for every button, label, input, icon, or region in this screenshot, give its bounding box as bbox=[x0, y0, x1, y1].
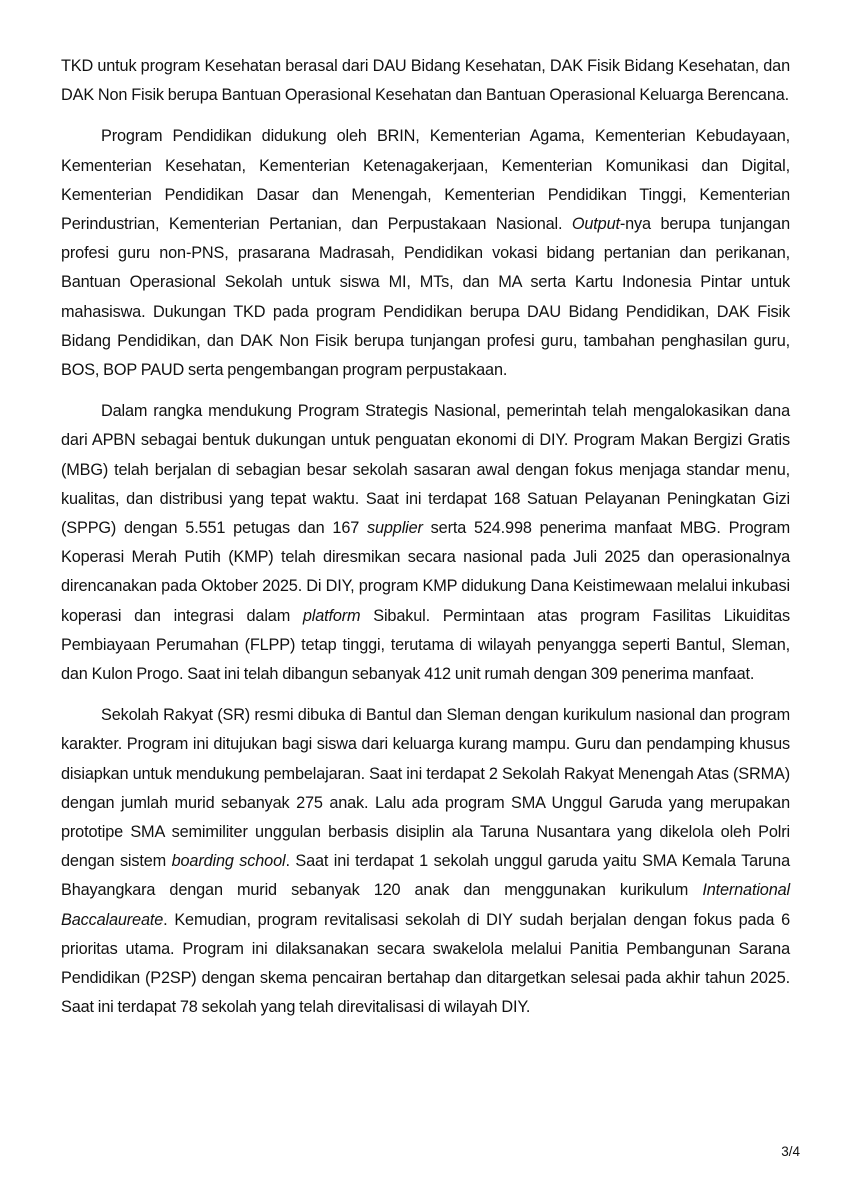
text-segment: . Kemudian, program revitalisasi sekolah di DIY sudah berjalan dengan fokus pada 6 prioritas utama. Program ini dilaksanakan secara swakelola melalui Panitia Pembangunan Sarana Pendidikan (P2SP) dengan skema pencairan bertahap dan ditargetkan selesai pada akhir tahun 2025. Saat ini terdapat 78 sekolah yang telah direvitalisasi di wilayah DIY. bbox=[61, 910, 790, 1017]
text-segment: TKD untuk program Kesehatan berasal dari DAU Bidang Kesehatan, DAK Fisik Bidang Kesehatan, dan DAK Non Fisik berupa Bantuan Operasional Kesehatan dan Bantuan Operasional Keluarga Berencana. bbox=[61, 57, 790, 105]
italic-term-international-baccalaureate: International Baccalaureate bbox=[61, 881, 790, 929]
italic-term-output: Output bbox=[571, 215, 620, 234]
page-number: 3/4 bbox=[781, 1144, 800, 1159]
italic-term-supplier: supplier bbox=[367, 519, 423, 538]
text-segment: . Saat ini terdapat 1 sekolah unggul garuda yaitu SMA Kemala Taruna Bhayangkara dengan murid sebanyak 120 anak dan menggunakan kurikulum bbox=[61, 852, 790, 900]
paragraph-kesehatan-tkd bbox=[61, 52, 790, 110]
text-segment: Program Pendidikan didukung oleh BRIN, Kementerian Agama, Kementerian Kebudayaan, Kementerian Kesehatan, Kementerian Ketenagakerjaan, Kementerian Komunikasi dan Digital, Kementerian Pendidikan Dasar dan Menengah, Kementerian Pendidikan Tinggi, Kementerian Perindustrian, Kementerian Pertanian, dan Perpustakaan Nasional. bbox=[61, 127, 790, 234]
italic-term-boarding-school: boarding school bbox=[171, 852, 286, 871]
italic-term-platform: platform bbox=[302, 606, 361, 625]
paragraph-sekolah-rakyat bbox=[61, 701, 790, 1022]
text-segment: Sibakul. Permintaan atas program Fasilitas Likuiditas Pembiayaan Perumahan (FLPP) tetap tinggi, terutama di wilayah penyangga seperti Bantul, Sleman, dan Kulon Progo. Saat ini telah dibangun sebanyak 412 unit rumah dengan 309 penerima manfaat. bbox=[61, 606, 790, 684]
paragraph-program-pendidikan bbox=[61, 122, 790, 385]
text-segment: -nya berupa tunjangan profesi guru non-PNS, prasarana Madrasah, Pendidikan vokasi bidang pertanian dan perikanan, Bantuan Operasional Sekolah untuk siswa MI, MTs, dan MA serta Kartu Indonesia Pintar untuk mahasiswa. Dukungan TKD pada program Pendidikan berupa DAU Bidang Pendidikan, DAK Fisik Bidang Pendidikan, dan DAK Non Fisik berupa tunjangan profesi guru, tambahan penghasilan guru, BOS, BOP PAUD serta pengembangan program perpustakaan. bbox=[61, 215, 790, 380]
text-segment: Sekolah Rakyat (SR) resmi dibuka di Bantul dan Sleman dengan kurikulum nasional dan program karakter. Program ini ditujukan bagi siswa dari keluarga kurang mampu. Guru dan pendamping khusus disiapkan untuk mendukung pembelajaran. Saat ini terdapat 2 Sekolah Rakyat Menengah Atas (SRMA) dengan jumlah murid sebanyak 275 anak. Lalu ada program SMA Unggul Garuda yang merupakan prototipe SMA semimiliter unggulan berbasis disiplin ala Taruna Nusantara yang dikelola oleh Polri dengan sistem bbox=[61, 706, 790, 871]
document-page bbox=[61, 52, 790, 1035]
text-segment: serta 524.998 penerima manfaat MBG. Program Koperasi Merah Putih (KMP) telah diresmikan secara nasional pada Juli 2025 dan operasionalnya direncanakan pada Oktober 2025. Di DIY, program KMP didukung Dana Keistimewaan melalui inkubasi koperasi dan integrasi dalam bbox=[61, 519, 790, 625]
paragraph-program-strategis-nasional bbox=[61, 397, 790, 689]
text-segment: Dalam rangka mendukung Program Strategis Nasional, pemerintah telah mengalokasikan dana dari APBN sebagai bentuk dukungan untuk penguatan ekonomi di DIY. Program Makan Bergizi Gratis (MBG) telah berjalan di sebagian besar sekolah sasaran awal dengan fokus menjaga standar menu, kualitas, dan distribusi yang tepat waktu. Saat ini terdapat 168 Satuan Pelayanan Peningkatan Gizi (SPPG) dengan 5.551 petugas dan 167 bbox=[61, 402, 790, 538]
